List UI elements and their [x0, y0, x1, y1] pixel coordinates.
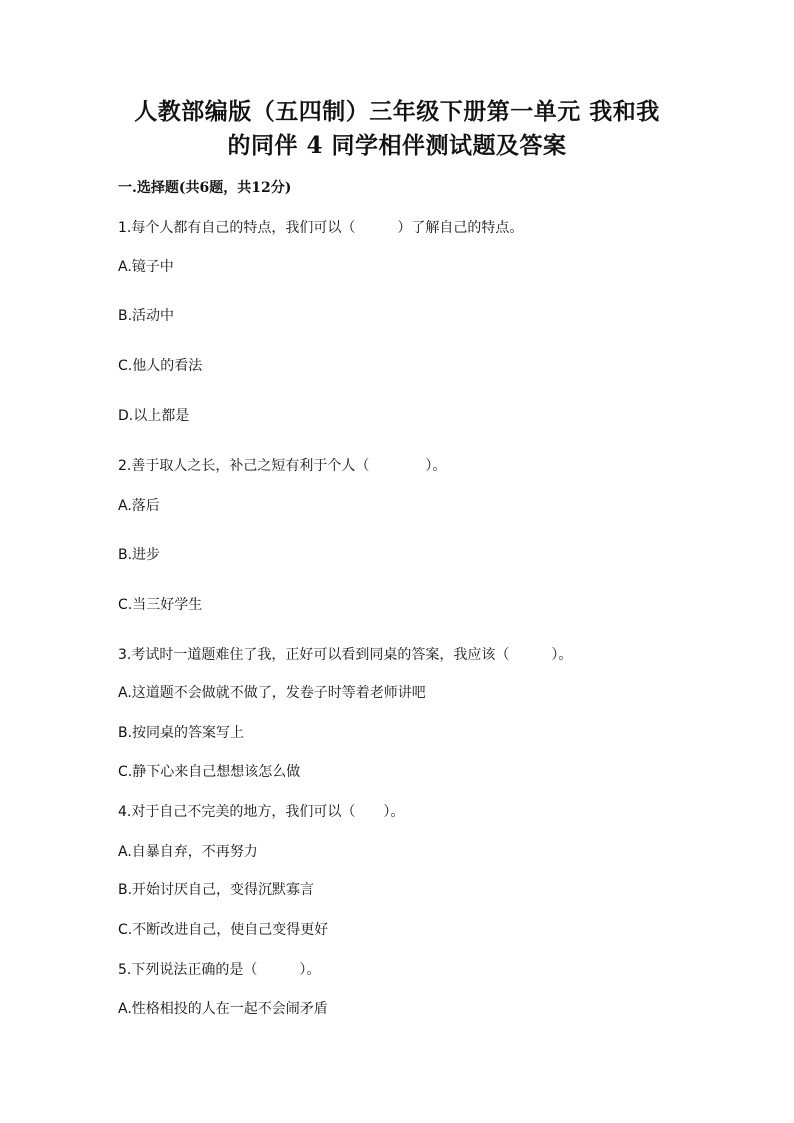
question-1-option-b: B.活动中	[118, 308, 175, 324]
question-2-option-b: B.进步	[118, 547, 161, 563]
question-4-stem: 4.对于自己不完美的地方，我们可以（ ）。	[118, 804, 405, 820]
question-1-option-a: A.镜子中	[118, 259, 174, 275]
question-2-option-a: A.落后	[118, 498, 160, 514]
question-2-option-c: C.当三好学生	[118, 597, 203, 613]
question-5-option-a: A.性格相投的人在一起不会闹矛盾	[118, 1001, 328, 1017]
question-5-stem: 5.下列说法正确的是（ ）。	[118, 962, 321, 978]
question-1-option-d: D.以上都是	[118, 408, 190, 424]
question-3-option-c: C.静下心来自己想想该怎么做	[118, 764, 301, 780]
question-3-stem: 3.考试时一道题难住了我，正好可以看到同桌的答案，我应该（ ）。	[118, 647, 573, 663]
question-4-option-c: C.不断改进自己，使自己变得更好	[118, 922, 329, 938]
question-4-option-b: B.开始讨厌自己，变得沉默寡言	[118, 882, 315, 898]
question-3-option-a: A.这道题不会做就不做了，发卷子时等着老师讲吧	[118, 685, 426, 701]
question-1-option-c: C.他人的看法	[118, 358, 203, 374]
section-header: 一.选择题(共6题，共12分)	[118, 180, 292, 196]
document-title-line-2: 的同伴 4 同学相伴测试题及答案	[227, 132, 567, 159]
question-1-stem: 1.每个人都有自己的特点，我们可以（ ）了解自己的特点。	[118, 220, 524, 236]
question-3-option-b: B.按同桌的答案写上	[118, 725, 245, 741]
question-2-stem: 2.善于取人之长，补己之短有利于个人（ ）。	[118, 458, 447, 474]
document-title-line-1: 人教部编版（五四制）三年级下册第一单元 我和我	[134, 98, 660, 125]
question-4-option-a: A.自暴自弃，不再努力	[118, 844, 258, 860]
